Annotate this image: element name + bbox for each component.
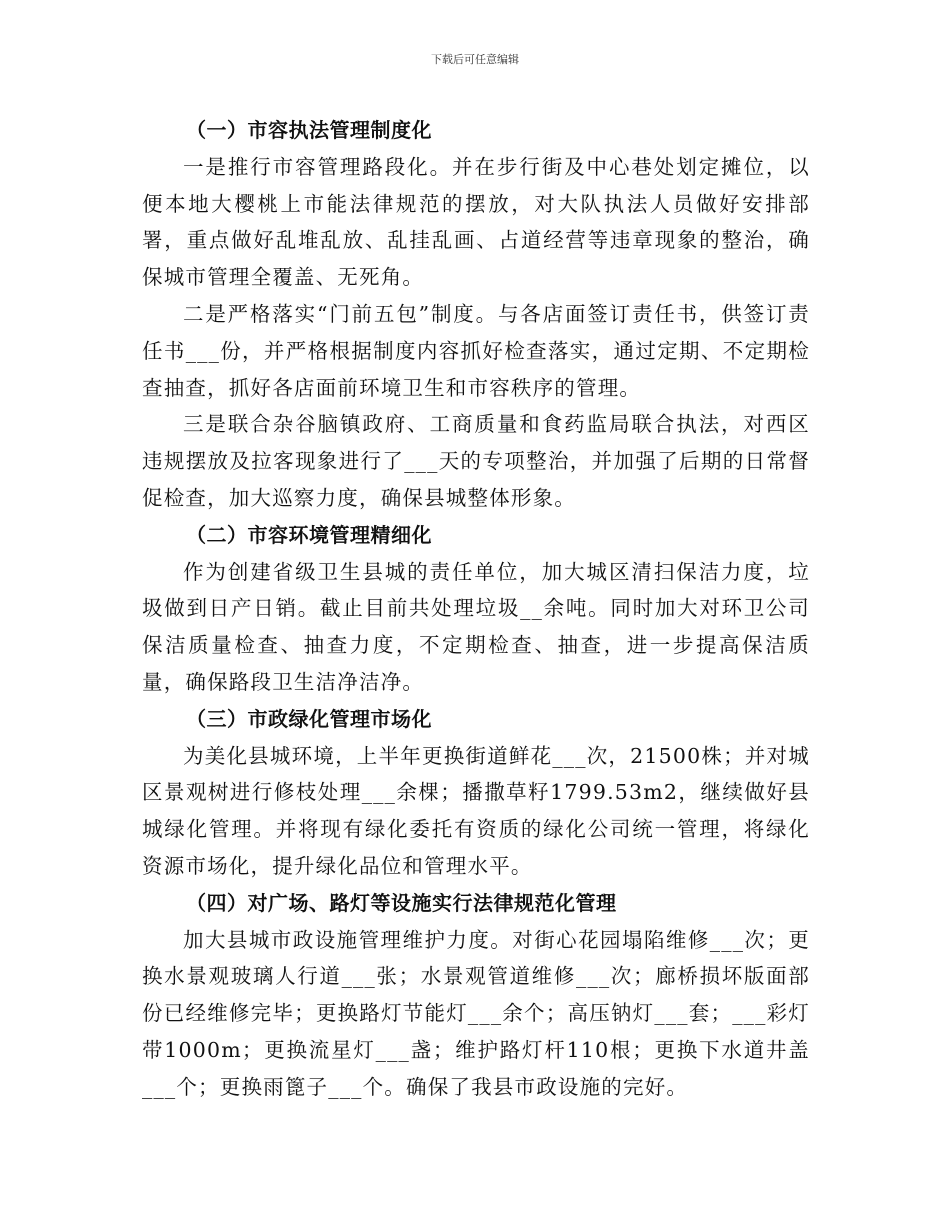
paragraph: 为美化县城环境，上半年更换街道鲜花___次，21500株；并对城区景观树进行修枝处理___余棵；播撒草籽1799.53m2，继续做好县城绿化管理。并将现有绿化委托有资质的绿化公司统一管理，将绿化资源市场化，提升绿化品位和管理水平。 xyxy=(142,743,810,878)
section-3 xyxy=(142,701,810,885)
paragraph: 三是联合杂谷脑镇政府、工商质量和食药监局联合执法，对西区违规摆放及拉客现象进行了___天的专项整治，并加强了后期的日常督促检查，加大巡察力度，确保县城整体形象。 xyxy=(142,412,810,510)
section-heading: （二）市容环境管理精细化 xyxy=(186,522,432,547)
paragraph: 加大县城市政设施管理维护力度。对街心花园塌陷维修___次；更换水景观玻璃人行道___张；水景观管道维修___次；廊桥损坏版面部份已经维修完毕；更换路灯节能灯___余个；高压钠灯___套；___彩灯带1000m；更换流星灯___盏；维护路灯杆110根；更换下水道井盖___个；更换雨篦子___个。确保了我县市政设施的完好。 xyxy=(142,927,810,1099)
section-heading: （一）市容执法管理制度化 xyxy=(186,118,432,142)
document-body xyxy=(142,112,810,1106)
page-header: 下载后可任意编辑 xyxy=(431,53,519,66)
section-heading: （四）对广场、路灯等设施实行法律规范化管理 xyxy=(186,890,617,915)
paragraph: 一是推行市容管理路段化。并在步行街及中心巷处划定摊位，以便本地大樱桃上市能法律规范的摆放，对大队执法人员做好安排部署，重点做好乱堆乱放、乱挂乱画、占道经营等违章现象的整治，确保城市管理全覆盖、无死角。 xyxy=(142,154,810,290)
section-2 xyxy=(142,517,810,701)
paragraph: 作为创建省级卫生县城的责任单位，加大城区清扫保洁力度，垃圾做到日产日销。截止目前共处理垃圾__余吨。同时加大对环卫公司保洁质量检查、抽查力度，不定期检查、抽查，进一步提高保洁质量，确保路段卫生洁净洁净。 xyxy=(142,559,810,694)
paragraph: 二是严格落实“门前五包”制度。与各店面签订责任书，供签订责任书___份，并严格根据制度内容抓好检查落实，通过定期、不定期检查抽查，抓好各店面前环境卫生和市容秩序的管理。 xyxy=(142,301,810,400)
section-1 xyxy=(142,112,810,517)
section-heading: （三）市政绿化管理市场化 xyxy=(186,706,432,731)
section-4 xyxy=(142,885,810,1106)
